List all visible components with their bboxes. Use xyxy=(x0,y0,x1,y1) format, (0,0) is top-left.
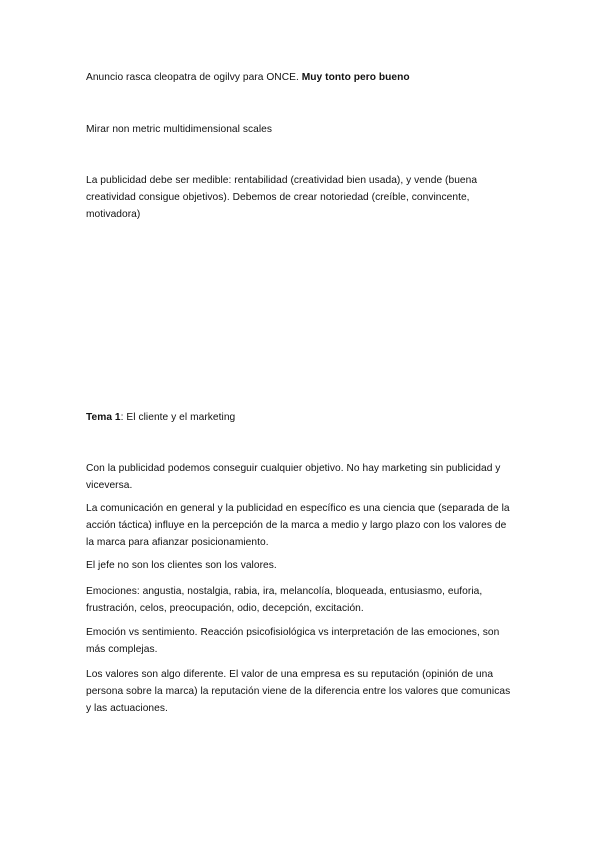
paragraph-jefe: El jefe no son los clientes son los valores. xyxy=(86,560,277,571)
section-heading xyxy=(86,409,516,426)
heading-title: : El cliente y el marketing xyxy=(120,412,236,423)
heading-number: Tema 1 xyxy=(86,412,121,423)
note-ad-text: Anuncio rasca cleopatra de ogilvy para ONCE. xyxy=(86,72,302,83)
note-line-scales: Mirar non metric multidimensional scales xyxy=(86,124,273,135)
note-line-ad xyxy=(86,69,516,86)
note-ad-bold: Muy tonto pero bueno xyxy=(301,72,410,83)
paragraph-emocion-sentimiento: Emoción vs sentimiento. Reacción psicofisiológica vs interpretación de las emociones, son más complejas. xyxy=(86,627,500,655)
paragraph-objetivo: Con la publicidad podemos conseguir cualquier objetivo. No hay marketing sin publicidad y viceversa. xyxy=(86,463,501,491)
paragraph-medible: La publicidad debe ser medible: rentabilidad (creatividad bien usada), y vende (buena creatividad consigue objetivos). Debemos de crear notoriedad (creíble, convincente, motivadora) xyxy=(86,175,478,220)
paragraph-comunicacion: La comunicación en general y la publicidad en específico es una ciencia que (separada de la acción táctica) influye en la percepción de la marca a medio y largo plazo con los valores de la marca para afianzar posicionamiento. xyxy=(86,503,510,548)
paragraph-emociones: Emociones: angustia, nostalgia, rabia, ira, melancolía, bloqueada, entusiasmo, euforia, frustración, celos, preocupación, odio, decepción, excitación. xyxy=(86,586,483,614)
paragraph-valores: Los valores son algo diferente. El valor de una empresa es su reputación (opinión de una persona sobre la marca) la reputación viene de la diferencia entre los valores que comunicas y las actuaciones. xyxy=(86,669,511,714)
